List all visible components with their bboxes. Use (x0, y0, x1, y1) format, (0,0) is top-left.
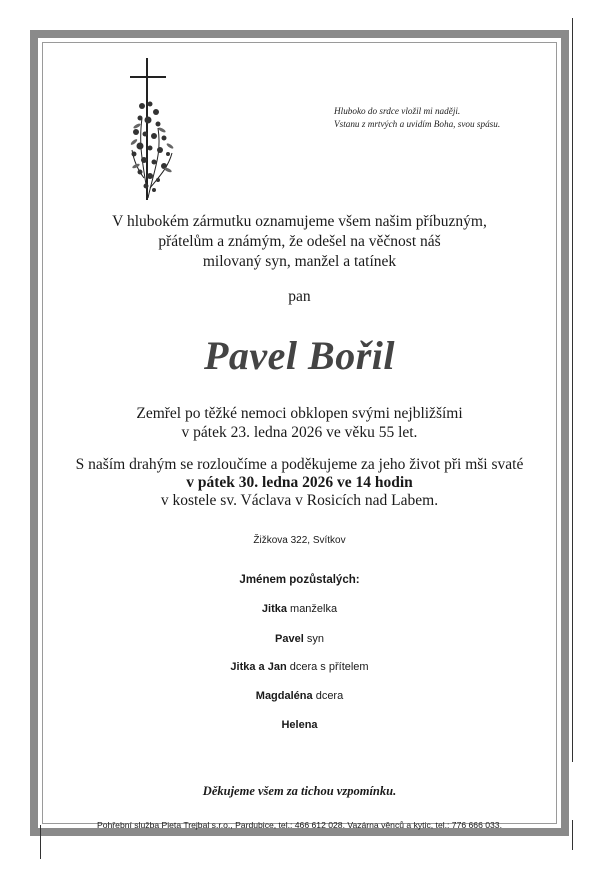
mourner-name: Magdaléna (255, 690, 313, 702)
mourners-heading: Jménem pozůstalých: (239, 574, 360, 586)
motto (334, 105, 554, 131)
scan-edge-line (40, 825, 41, 859)
funeral-date-time: v pátek 30. ledna 2026 ve 14 hodin (186, 474, 413, 491)
mourner-relation: dcera (312, 690, 344, 702)
funeral-service-footer: Pohřební služba Pieta Trejbal s.r.o., Pardubice, tel.: 466 612 028. Vazárna věnců a kytic, tel.: 776 666 033. (97, 820, 502, 830)
mourner-name: Jitka (261, 603, 287, 615)
mourner-relation: manželka (286, 603, 338, 615)
mourner-item (42, 690, 557, 702)
family-address: Žižkova 322, Svítkov (253, 535, 346, 546)
motto-line: Hluboko do srdce vložil mi naději. (334, 106, 461, 116)
mourner-name: Pavel (275, 633, 304, 645)
mourner-relation: dcera s přítelem (286, 661, 369, 673)
mourner-item (42, 719, 557, 731)
funeral-place: v kostele sv. Václava v Rosicích nad Labem. (160, 492, 439, 509)
death-line: Zemřel po těžké nemoci obklopen svými nejbližšími (136, 405, 463, 422)
mourner-item (42, 633, 557, 645)
honorific: pan (288, 288, 311, 305)
intro-line: přátelům a známým, že odešel na věčnost náš (158, 233, 441, 250)
mourner-relation: syn (303, 633, 324, 645)
mourner-item (42, 661, 557, 673)
funeral-details (42, 456, 557, 510)
motto-line: Vstanu z mrtvých a uvidím Boha, svou spásu. (334, 119, 501, 129)
mourner-name: Jitka a Jan (230, 661, 287, 673)
mourner-name: Helena (281, 719, 318, 731)
death-line: v pátek 23. ledna 2026 ve věku 55 let. (181, 424, 418, 441)
deceased-name: Pavel Bořil (203, 333, 396, 378)
cross-with-flowers-icon (128, 58, 176, 200)
funeral-line: S naším drahým se rozloučíme a poděkujeme za jeho život při mši svaté (75, 456, 524, 473)
death-notice (42, 404, 557, 442)
intro-line: V hlubokém zármutku oznamujeme všem našim příbuzným, (112, 213, 487, 230)
thanks-line: Děkujeme všem za tichou vzpomínku. (202, 784, 397, 798)
scan-edge-line (572, 820, 573, 850)
scan-edge-line (572, 18, 573, 762)
announcement-intro (42, 212, 557, 272)
mourner-item (42, 603, 557, 615)
intro-line: milovaný syn, manžel a tatínek (202, 253, 397, 270)
